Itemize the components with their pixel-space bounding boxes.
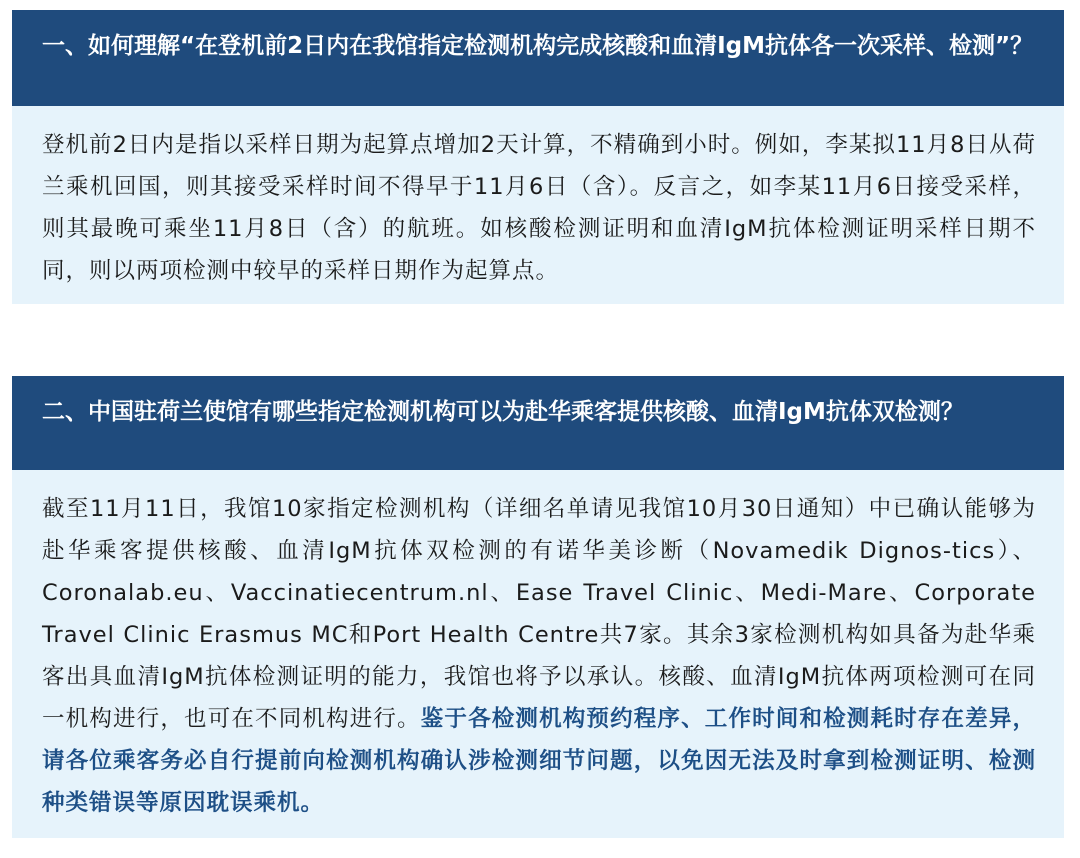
answer-text xyxy=(12,106,1064,304)
answer-highlight: 鉴于各检测机构预约程序、工作时间和检测耗时存在差异，请各位乘客务必自行提前向检测机构确认涉检测细节问题，以免因无法及时拿到检测证明、检测种类错误等原因耽误乘机。 xyxy=(42,706,1036,816)
answer-paragraph: 截至11月11日，我馆10家指定检测机构（详细名单请见我馆10月30日通知）中已确认能够为赴华乘客提供核酸、血清IgM抗体双检测的有诺华美诊断（Novamedik Dignos-tics）、Coronalab.eu、Vaccinatiecentrum.nl、Ease Travel Clinic、Medi-Mare、Corporate Travel Clinic Erasmus MC和Port Health Centre共7家。其余3家检测机构如具备为赴华乘客出具血清IgM抗体检测证明的能力，我馆也将予以承认。核酸、血清IgM抗体两项检测可在同一机构进行，也可在不同机构进行。 xyxy=(42,496,1036,732)
answer-paragraph: 登机前2日内是指以采样日期为起算点增加2天计算，不精确到小时。例如，李某拟11月8日从荷兰乘机回国，则其接受采样时间不得早于11月6日（含）。反言之，如李某11月6日接受采样，则其最晚可乘坐11月8日（含）的航班。如核酸检测证明和血清IgM抗体检测证明采样日期不同，则以两项检测中较早的采样日期作为起算点。 xyxy=(42,132,1036,284)
question-heading: 二、中国驻荷兰使馆有哪些指定检测机构可以为赴华乘客提供核酸、血清IgM抗体双检测？ xyxy=(12,376,1064,470)
answer-text xyxy=(12,470,1064,838)
faq-section-2 xyxy=(12,376,1064,838)
question-heading: 一、如何理解“在登机前2日内在我馆指定检测机构完成核酸和血清IgM抗体各一次采样、检测”？ xyxy=(12,10,1064,106)
faq-section-1 xyxy=(12,10,1064,304)
